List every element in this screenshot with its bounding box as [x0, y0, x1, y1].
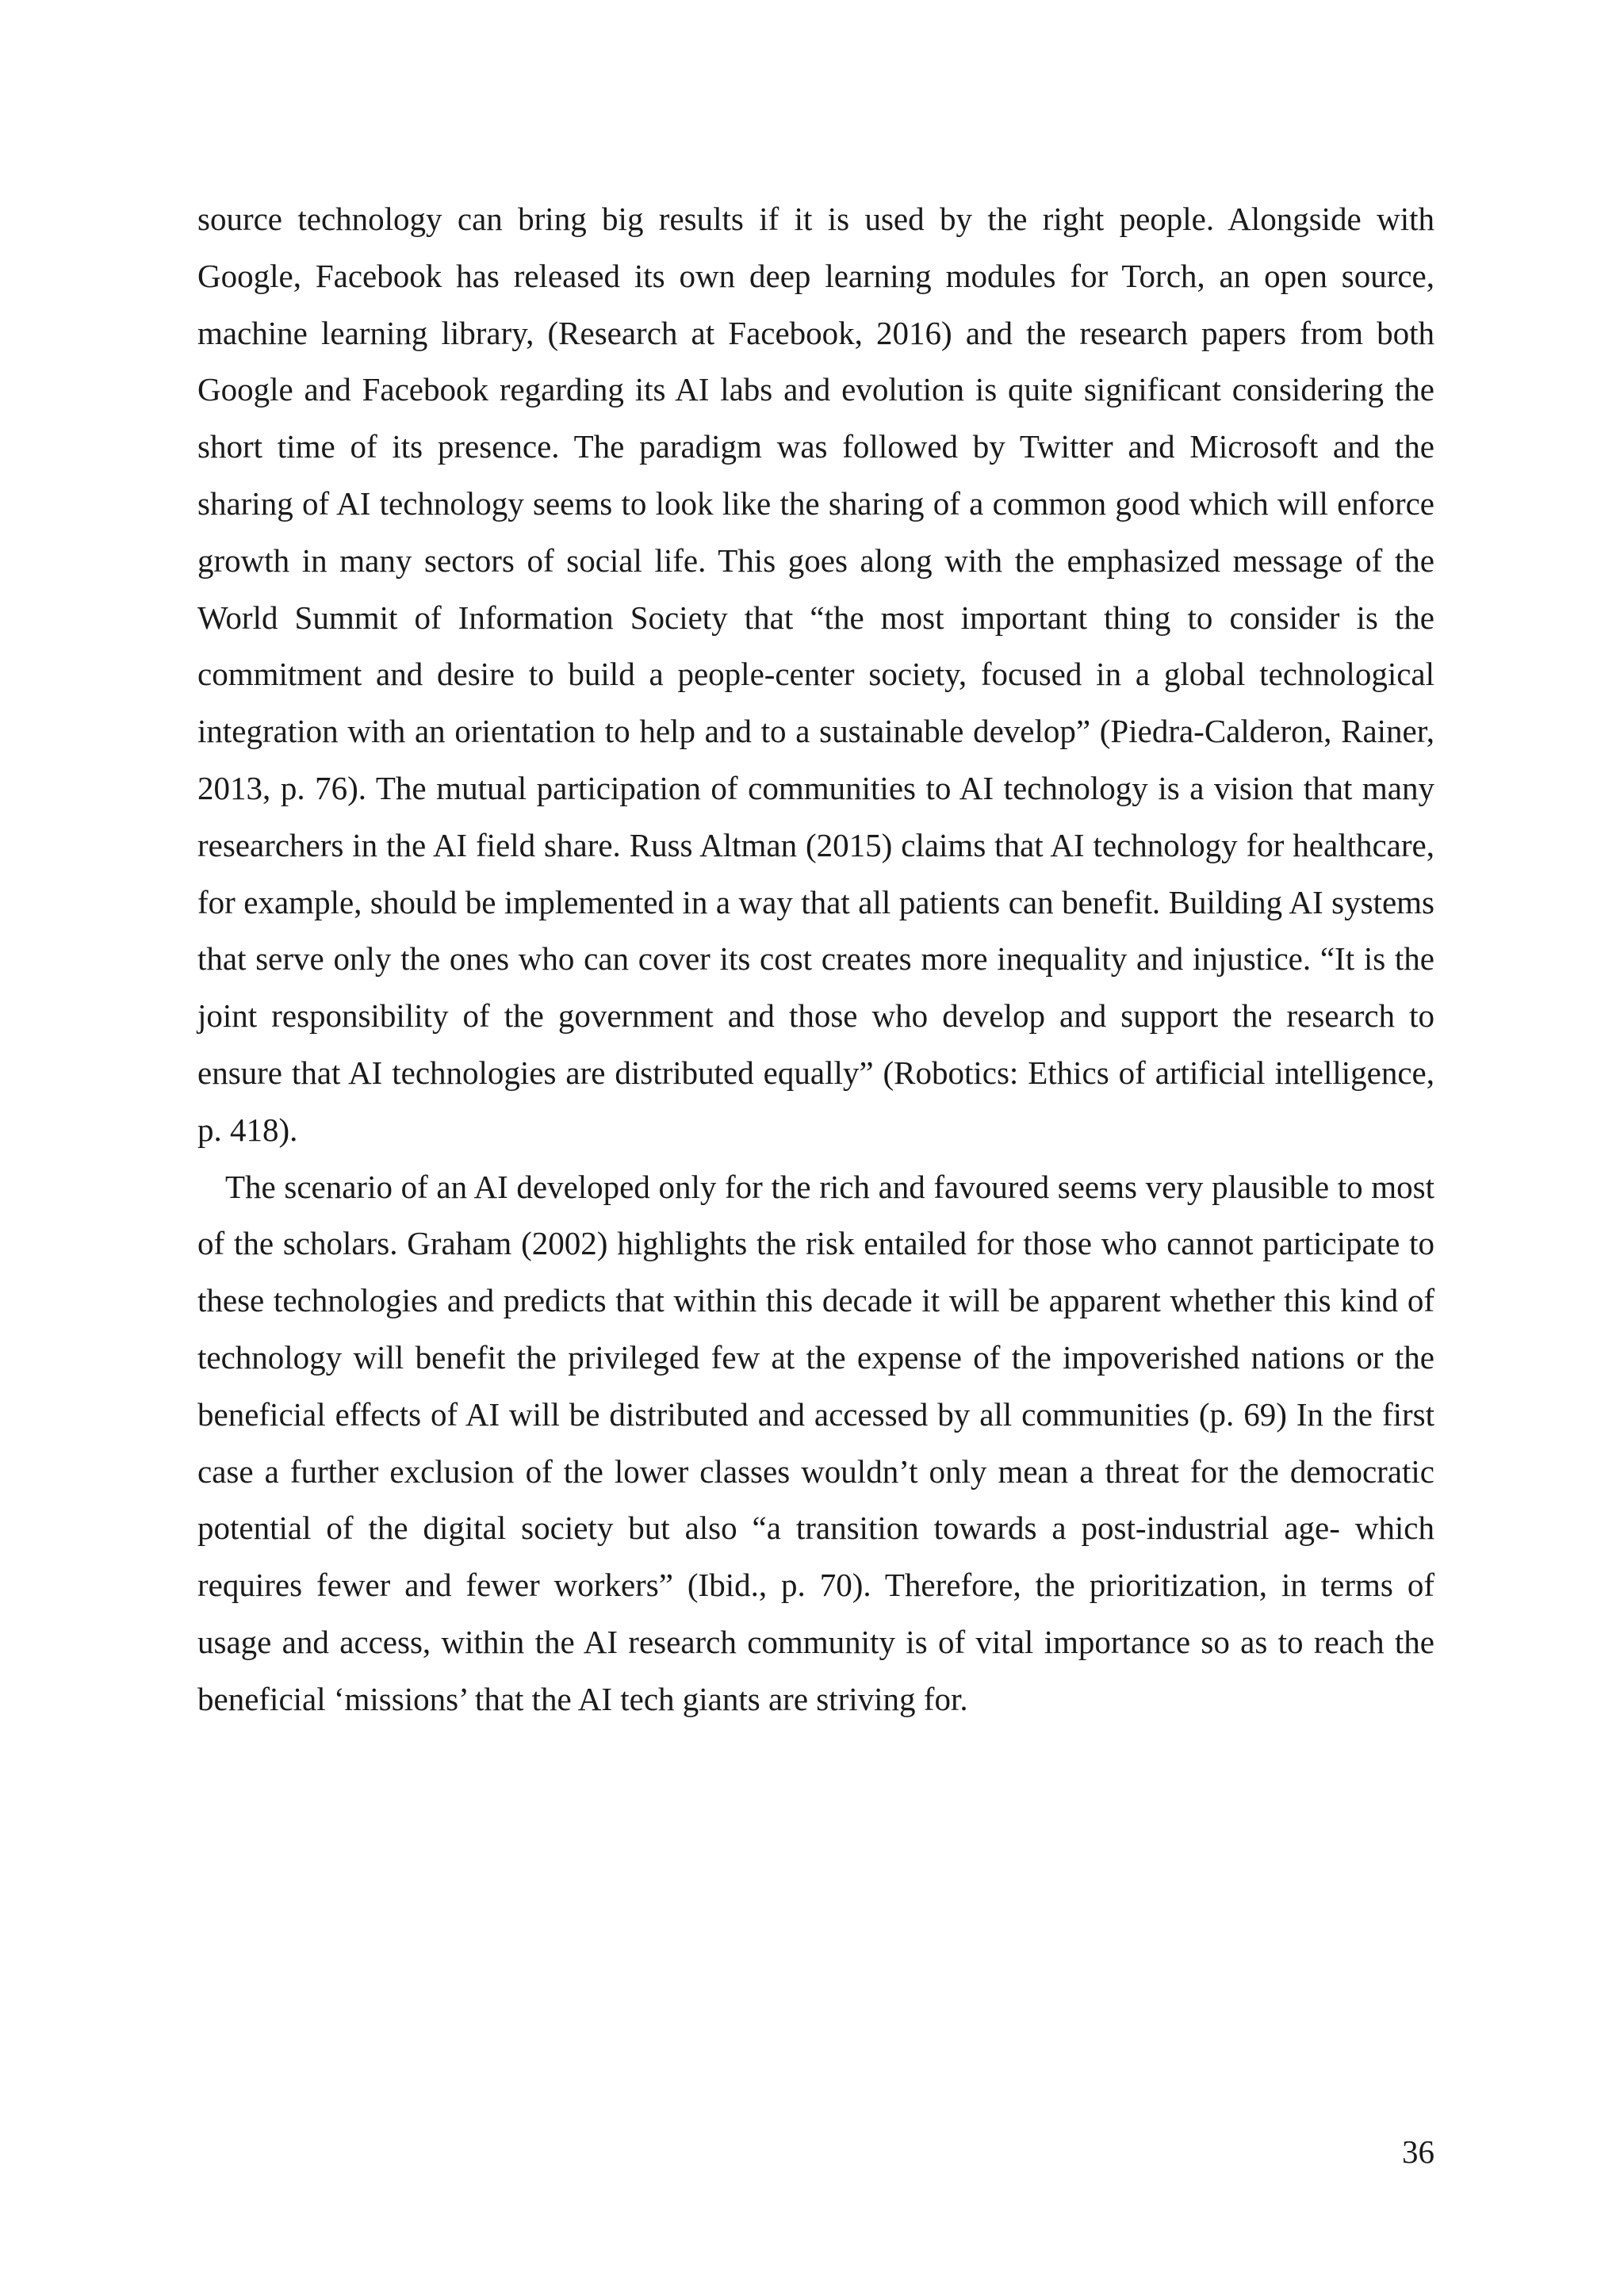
body-text — [197, 191, 1434, 1728]
paragraph-2: The scenario of an AI developed only for the rich and favoured seems very plausible to most of the scholars. Graham (2002) highlights the risk entailed for those who cannot participate to these technologies and predicts that within this decade it will be apparent whether this kind of technology will benefit the privileged few at the expense of the impoverished nations or the beneficial effects of AI will be distributed and accessed by all communities (p. 69) In the first case a further exclusion of the lower classes wouldn’t only mean a threat for the democratic potential of the digital society but also “a transition towards a post-industrial age- which requires fewer and fewer workers” (Ibid., p. 70). Therefore, the prioritization, in terms of usage and access, within the AI research community is of vital importance so as to reach the beneficial ‘missions’ that the AI tech giants are striving for. — [197, 1168, 1434, 1717]
page-number: 36 — [1402, 2133, 1434, 2170]
paragraph-1: source technology can bring big results if it is used by the right people. Alongside with Google, Facebook has released its own deep learning modules for Torch, an open source, machine learning library, (Research at Facebook, 2016) and the research papers from both Google and Facebook regarding its AI labs and evolution is quite significant considering the short time of its presence. The paradigm was followed by Twitter and Microsoft and the sharing of AI technology seems to look like the sharing of a common good which will enforce growth in many sectors of social life. This goes along with the emphasized message of the World Summit of Information Society that “the most important thing to consider is the commitment and desire to build a people-center society, focused in a global technological integration with an orientation to help and to a sustainable develop” (Piedra-Calderon, Rainer, 2013, p. 76). The mutual participation of communities to AI technology is a vision that many researchers in the AI field share. Russ Altman (2015) claims that AI technology for healthcare, for example, should be implemented in a way that all patients can benefit. Building AI systems that serve only the ones who can cover its cost creates more inequality and injustice. “It is the joint responsibility of the government and those who develop and support the research to ensure that AI technologies are distributed equally” (Robotics: Ethics of artificial intelligence, p. 418). — [197, 201, 1434, 1148]
